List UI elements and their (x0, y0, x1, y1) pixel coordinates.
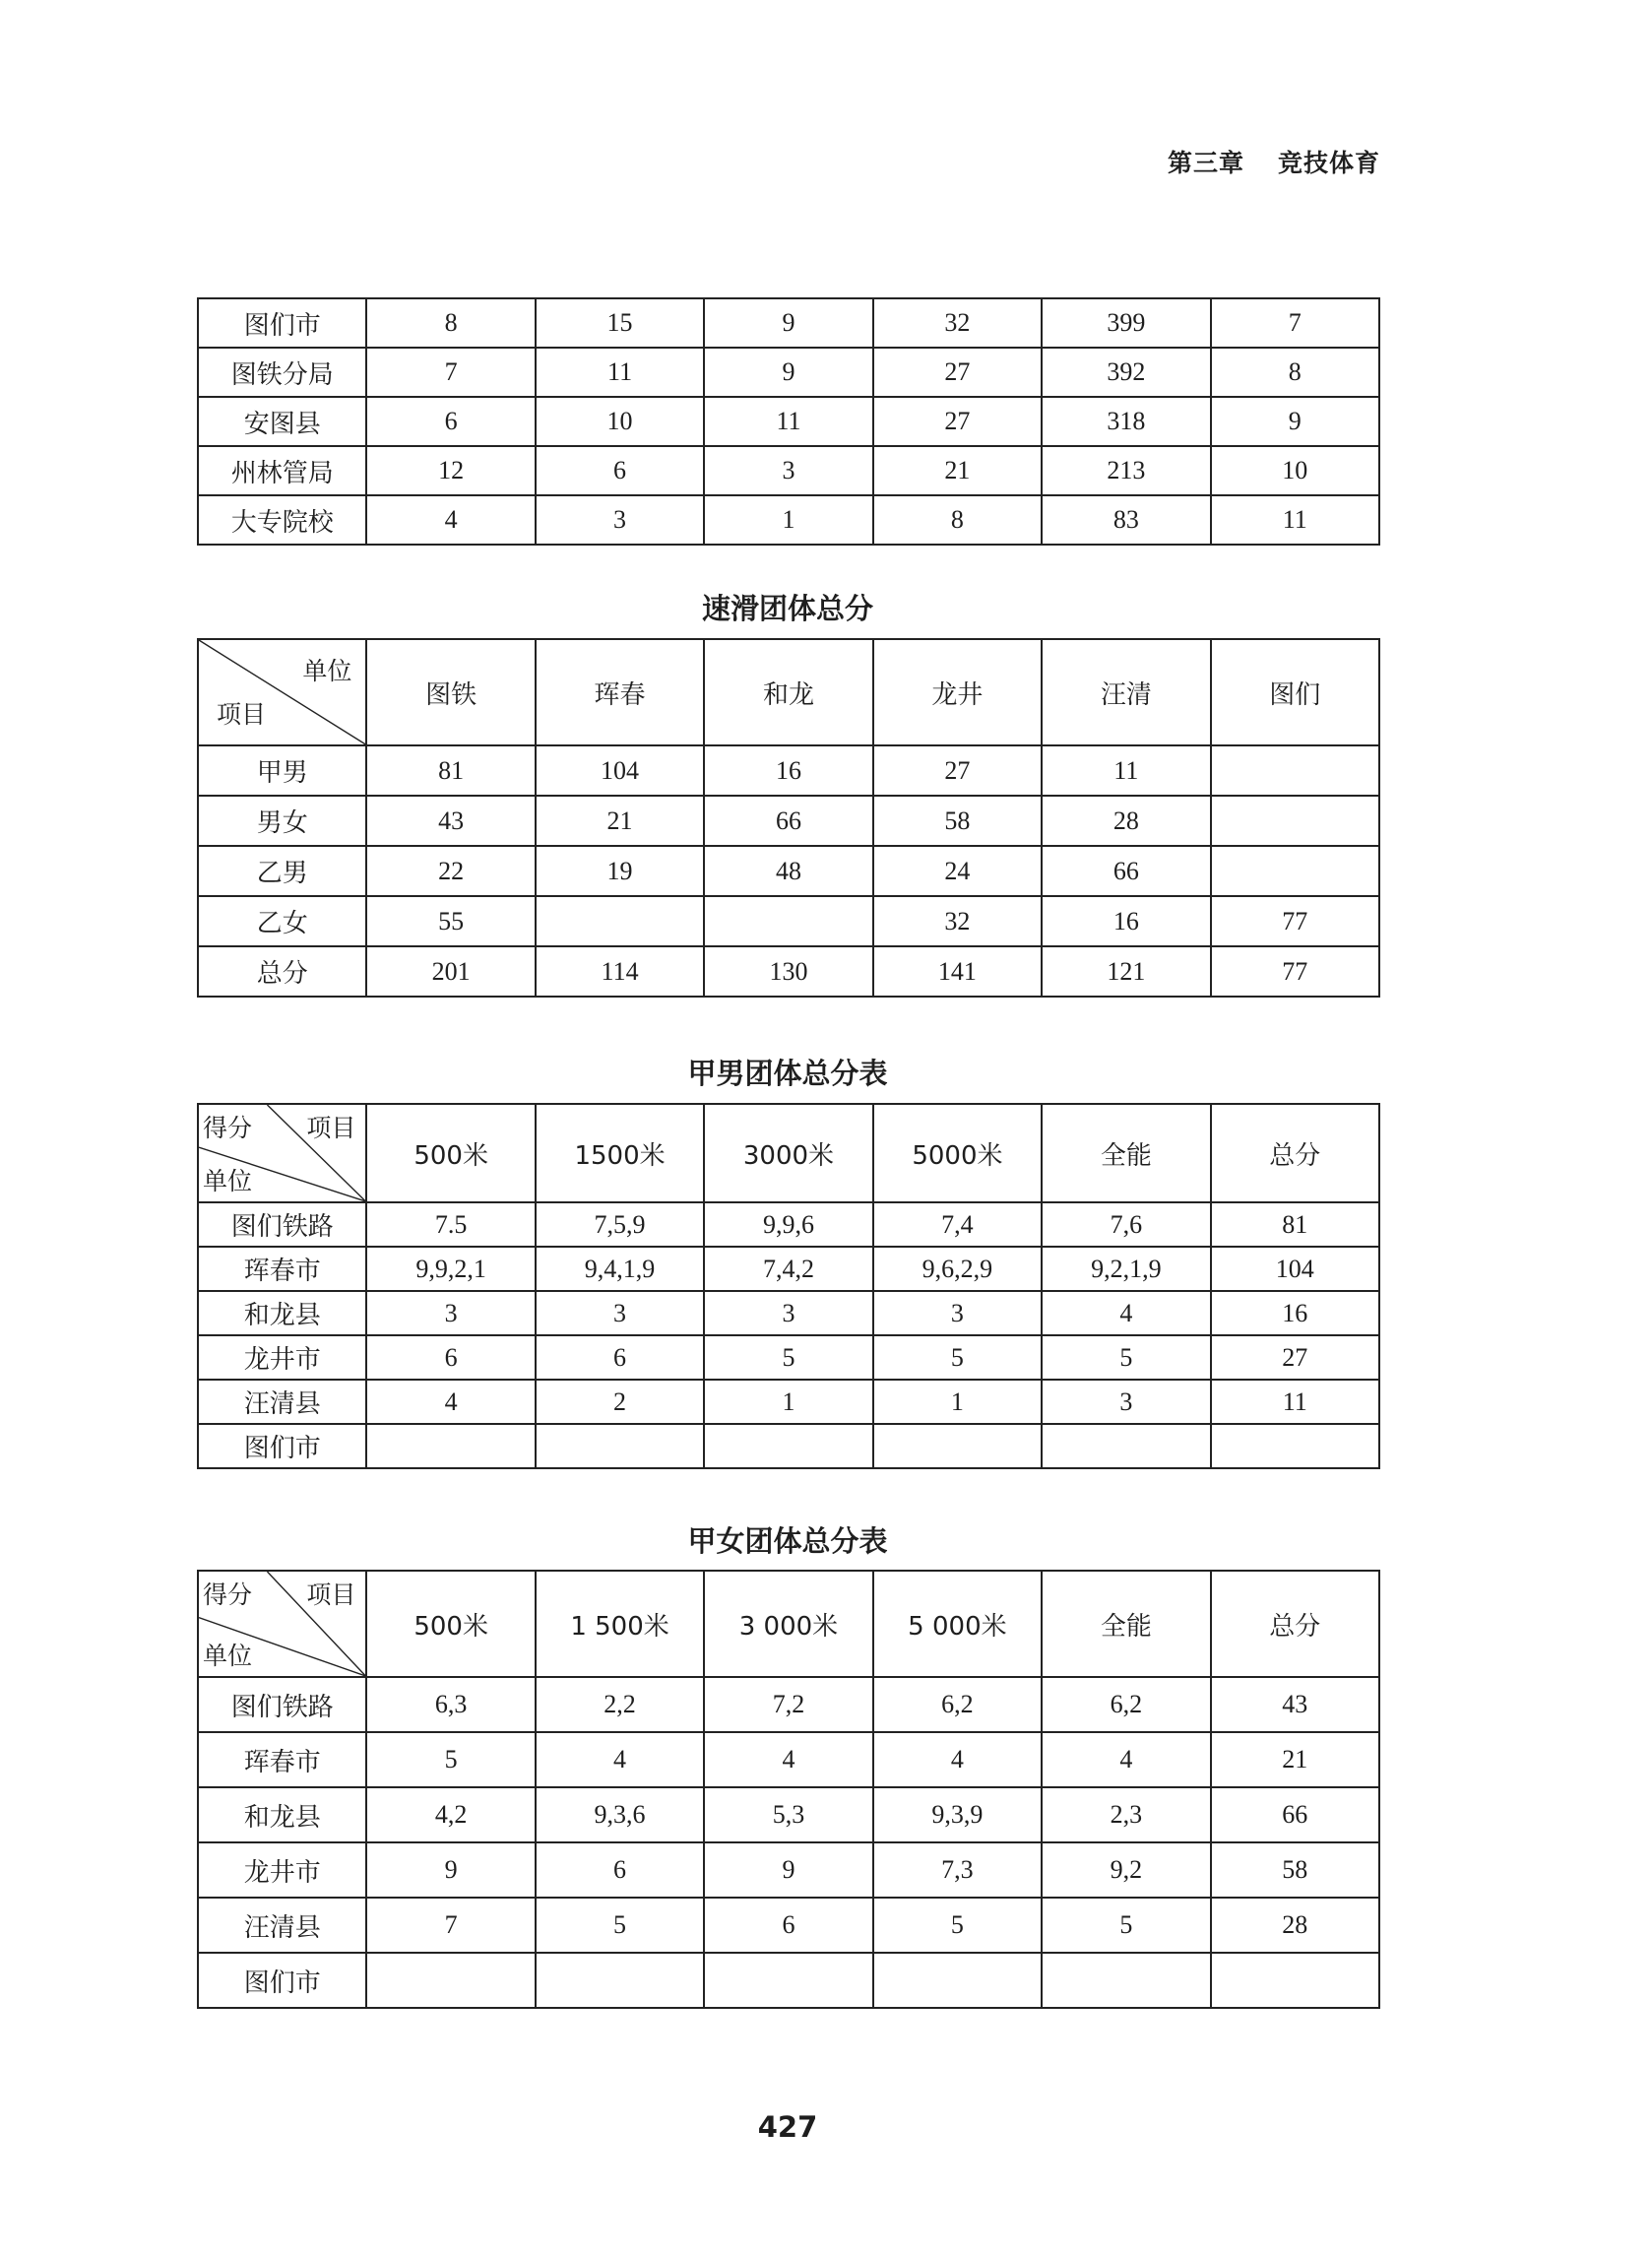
table-cell: 58 (873, 796, 1042, 846)
table-cell: 9,3,9 (873, 1787, 1042, 1842)
column-header: 全能 (1042, 1571, 1210, 1677)
table-cell: 4 (366, 495, 535, 545)
column-header: 图们 (1211, 639, 1379, 745)
table-cell (536, 896, 704, 946)
table-cell: 15 (536, 298, 704, 348)
table-cell (1211, 1953, 1379, 2008)
table-cell: 3 (366, 1291, 535, 1335)
table-cell: 4 (1042, 1732, 1210, 1787)
table-cell: 6 (536, 1842, 704, 1898)
corner-header-cell (198, 1571, 366, 1677)
column-header: 和龙 (704, 639, 872, 745)
row-header-cell: 乙男 (198, 846, 366, 896)
table-cell: 1 (873, 1380, 1042, 1424)
table-row (198, 745, 1379, 796)
column-header: 3000米 (704, 1104, 872, 1202)
table-cell: 21 (1211, 1732, 1379, 1787)
table-row (198, 397, 1379, 446)
table-cell: 104 (1211, 1247, 1379, 1291)
table-cell (704, 1424, 872, 1468)
table-cell: 11 (536, 348, 704, 397)
table-cell: 9 (704, 1842, 872, 1898)
table-cell: 3 (704, 446, 872, 495)
group-a-men-table (197, 1103, 1380, 1469)
table-cell: 318 (1042, 397, 1210, 446)
row-header-cell: 乙女 (198, 896, 366, 946)
table-cell: 58 (1211, 1842, 1379, 1898)
table-cell: 1 (704, 495, 872, 545)
column-header: 龙井 (873, 639, 1042, 745)
header-row (198, 639, 1379, 745)
table-cell: 1 (704, 1380, 872, 1424)
table-cell: 9,4,1,9 (536, 1247, 704, 1291)
row-header-cell: 汪清县 (198, 1898, 366, 1953)
table-cell: 27 (873, 397, 1042, 446)
table-cell: 11 (1042, 745, 1210, 796)
table-cell: 4,2 (366, 1787, 535, 1842)
corner-label-unit: 单位 (302, 657, 352, 685)
chapter-title: 竞技体育 (1277, 149, 1380, 177)
column-header: 汪清 (1042, 639, 1210, 745)
table-row (198, 1380, 1379, 1424)
column-header: 珲春 (536, 639, 704, 745)
table-cell: 32 (873, 298, 1042, 348)
column-header: 1 500米 (536, 1571, 704, 1677)
table-cell: 3 (873, 1291, 1042, 1335)
row-header-cell: 龙井市 (198, 1842, 366, 1898)
row-header-cell: 男女 (198, 796, 366, 846)
table-cell (536, 1953, 704, 2008)
table-cell: 4 (366, 1380, 535, 1424)
table-row (198, 896, 1379, 946)
header-row (198, 1104, 1379, 1202)
table-cell: 7,3 (873, 1842, 1042, 1898)
table-cell: 28 (1211, 1898, 1379, 1953)
table-cell (366, 1424, 535, 1468)
table-cell: 7 (366, 348, 535, 397)
table-cell: 2 (536, 1380, 704, 1424)
table-cell: 7,5,9 (536, 1202, 704, 1247)
table-cell: 22 (366, 846, 535, 896)
row-header-cell: 图们铁路 (198, 1202, 366, 1247)
table-cell: 9 (704, 298, 872, 348)
table-cell: 77 (1211, 946, 1379, 997)
table-cell: 5 (704, 1335, 872, 1380)
table-cell: 8 (366, 298, 535, 348)
table-cell (1042, 1424, 1210, 1468)
column-header: 1500米 (536, 1104, 704, 1202)
table-cell: 5 (536, 1898, 704, 1953)
table-cell: 9,2,1,9 (1042, 1247, 1210, 1291)
table-cell: 3 (536, 1291, 704, 1335)
continued-results-table (197, 297, 1380, 546)
table-row (198, 348, 1379, 397)
table-cell: 5 (873, 1898, 1042, 1953)
table-cell: 81 (366, 745, 535, 796)
table-cell: 6,2 (873, 1677, 1042, 1732)
table-cell (536, 1424, 704, 1468)
table-cell: 3 (1042, 1380, 1210, 1424)
table-cell: 43 (1211, 1677, 1379, 1732)
table-cell: 7.5 (366, 1202, 535, 1247)
column-header: 全能 (1042, 1104, 1210, 1202)
table-cell (1211, 745, 1379, 796)
table-cell: 27 (873, 745, 1042, 796)
table-cell (873, 1424, 1042, 1468)
table-cell: 6 (536, 1335, 704, 1380)
table-row (198, 446, 1379, 495)
row-header-cell: 图铁分局 (198, 348, 366, 397)
table-cell: 6,3 (366, 1677, 535, 1732)
table-cell: 6,2 (1042, 1677, 1210, 1732)
table-cell: 27 (873, 348, 1042, 397)
table-cell: 5 (1042, 1898, 1210, 1953)
table-cell: 7,4 (873, 1202, 1042, 1247)
row-header-cell: 图们市 (198, 1424, 366, 1468)
table-row (198, 946, 1379, 997)
table-cell: 24 (873, 846, 1042, 896)
group-a-men-title: 甲男团体总分表 (687, 1057, 888, 1090)
table-cell: 8 (1211, 348, 1379, 397)
table-cell: 10 (536, 397, 704, 446)
table-row (198, 1291, 1379, 1335)
table-cell: 27 (1211, 1335, 1379, 1380)
table-cell: 11 (1211, 1380, 1379, 1424)
table-cell: 10 (1211, 446, 1379, 495)
speed-skating-team-title: 速滑团体总分 (701, 592, 873, 625)
table-cell: 201 (366, 946, 535, 997)
table-row (198, 298, 1379, 348)
table-row (198, 1202, 1379, 1247)
row-header-cell: 和龙县 (198, 1787, 366, 1842)
table-cell: 4 (704, 1732, 872, 1787)
table-cell (704, 896, 872, 946)
row-header-cell: 甲男 (198, 745, 366, 796)
table-cell: 21 (536, 796, 704, 846)
table-cell: 9 (366, 1842, 535, 1898)
corner-label-item: 项目 (306, 1114, 356, 1142)
table-cell: 104 (536, 745, 704, 796)
row-header-cell: 图们市 (198, 298, 366, 348)
corner-label-score: 得分 (203, 1580, 253, 1609)
table-row (198, 796, 1379, 846)
column-header: 图铁 (366, 639, 535, 745)
row-header-cell: 图们铁路 (198, 1677, 366, 1732)
table-cell: 16 (1211, 1291, 1379, 1335)
table-cell (1211, 796, 1379, 846)
table-cell: 9,3,6 (536, 1787, 704, 1842)
table-cell: 7 (1211, 298, 1379, 348)
table-cell: 9 (1211, 397, 1379, 446)
table-cell: 9,6,2,9 (873, 1247, 1042, 1291)
row-header-cell: 龙井市 (198, 1335, 366, 1380)
corner-header-cell (198, 1104, 366, 1202)
table-cell: 141 (873, 946, 1042, 997)
table-row (198, 1898, 1379, 1953)
speed-skating-team-table (197, 638, 1380, 998)
table-row (198, 495, 1379, 545)
group-a-women-table (197, 1570, 1380, 2009)
group-a-women-title: 甲女团体总分表 (687, 1524, 888, 1558)
row-header-cell: 总分 (198, 946, 366, 997)
table-cell: 19 (536, 846, 704, 896)
table-cell: 9,9,6 (704, 1202, 872, 1247)
table-cell: 2,2 (536, 1677, 704, 1732)
table-cell (873, 1953, 1042, 2008)
row-header-cell: 州林管局 (198, 446, 366, 495)
table-cell: 5 (366, 1732, 535, 1787)
column-header: 3 000米 (704, 1571, 872, 1677)
page-number: 427 (757, 2110, 818, 2144)
table-cell: 66 (1042, 846, 1210, 896)
row-header-cell: 珲春市 (198, 1732, 366, 1787)
table-cell: 32 (873, 896, 1042, 946)
table-cell: 5 (1042, 1335, 1210, 1380)
table-cell: 6 (704, 1898, 872, 1953)
table-cell: 399 (1042, 298, 1210, 348)
table-cell: 28 (1042, 796, 1210, 846)
table-cell: 7,6 (1042, 1202, 1210, 1247)
corner-label-score: 得分 (203, 1114, 253, 1142)
table-cell: 83 (1042, 495, 1210, 545)
table-cell: 9,2 (1042, 1842, 1210, 1898)
table-cell: 66 (1211, 1787, 1379, 1842)
column-header: 5000米 (873, 1104, 1042, 1202)
column-header: 5 000米 (873, 1571, 1042, 1677)
table-cell: 2,3 (1042, 1787, 1210, 1842)
row-header-cell: 珲春市 (198, 1247, 366, 1291)
table-row (198, 1247, 1379, 1291)
table-cell: 213 (1042, 446, 1210, 495)
table-cell: 11 (704, 397, 872, 446)
table-cell: 21 (873, 446, 1042, 495)
table-cell: 121 (1042, 946, 1210, 997)
table-cell: 16 (1042, 896, 1210, 946)
corner-label-unit: 单位 (203, 1167, 253, 1195)
row-header-cell: 安图县 (198, 397, 366, 446)
row-header-cell: 和龙县 (198, 1291, 366, 1335)
table-cell: 4 (873, 1732, 1042, 1787)
table-cell: 7,2 (704, 1677, 872, 1732)
table-row (198, 1953, 1379, 2008)
corner-label-item: 项目 (306, 1580, 356, 1609)
table-row (198, 846, 1379, 896)
table-cell: 43 (366, 796, 535, 846)
table-cell: 8 (873, 495, 1042, 545)
table-cell: 81 (1211, 1202, 1379, 1247)
table-cell: 66 (704, 796, 872, 846)
row-header-cell: 大专院校 (198, 495, 366, 545)
table-cell: 12 (366, 446, 535, 495)
table-row (198, 1335, 1379, 1380)
column-header: 总分 (1211, 1571, 1379, 1677)
column-header: 500米 (366, 1104, 535, 1202)
table-row (198, 1677, 1379, 1732)
row-header-cell: 汪清县 (198, 1380, 366, 1424)
table-cell: 3 (536, 495, 704, 545)
table-cell: 11 (1211, 495, 1379, 545)
table-cell: 6 (366, 397, 535, 446)
table-row (198, 1732, 1379, 1787)
table-cell (1211, 846, 1379, 896)
header-row (198, 1571, 1379, 1677)
corner-label-item: 项目 (217, 700, 267, 729)
column-header: 总分 (1211, 1104, 1379, 1202)
table-cell: 9 (704, 348, 872, 397)
table-cell: 7 (366, 1898, 535, 1953)
table-cell: 3 (704, 1291, 872, 1335)
table-cell: 114 (536, 946, 704, 997)
corner-header-cell (198, 639, 366, 745)
table-row (198, 1842, 1379, 1898)
table-cell: 4 (1042, 1291, 1210, 1335)
chapter-label: 第三章 (1167, 149, 1244, 177)
running-head (1168, 144, 1380, 179)
table-cell (704, 1953, 872, 2008)
table-cell: 392 (1042, 348, 1210, 397)
table-cell: 77 (1211, 896, 1379, 946)
table-cell: 5 (873, 1335, 1042, 1380)
table-row (198, 1424, 1379, 1468)
table-cell: 6 (366, 1335, 535, 1380)
table-cell: 7,4,2 (704, 1247, 872, 1291)
table-cell (1042, 1953, 1210, 2008)
table-cell: 130 (704, 946, 872, 997)
table-cell: 5,3 (704, 1787, 872, 1842)
table-cell: 4 (536, 1732, 704, 1787)
table-cell: 9,9,2,1 (366, 1247, 535, 1291)
row-header-cell: 图们市 (198, 1953, 366, 2008)
table-cell (1211, 1424, 1379, 1468)
table-cell: 48 (704, 846, 872, 896)
corner-label-unit: 单位 (203, 1642, 253, 1670)
table-cell: 6 (536, 446, 704, 495)
column-header: 500米 (366, 1571, 535, 1677)
table-cell: 55 (366, 896, 535, 946)
table-cell (366, 1953, 535, 2008)
table-cell: 16 (704, 745, 872, 796)
table-row (198, 1787, 1379, 1842)
